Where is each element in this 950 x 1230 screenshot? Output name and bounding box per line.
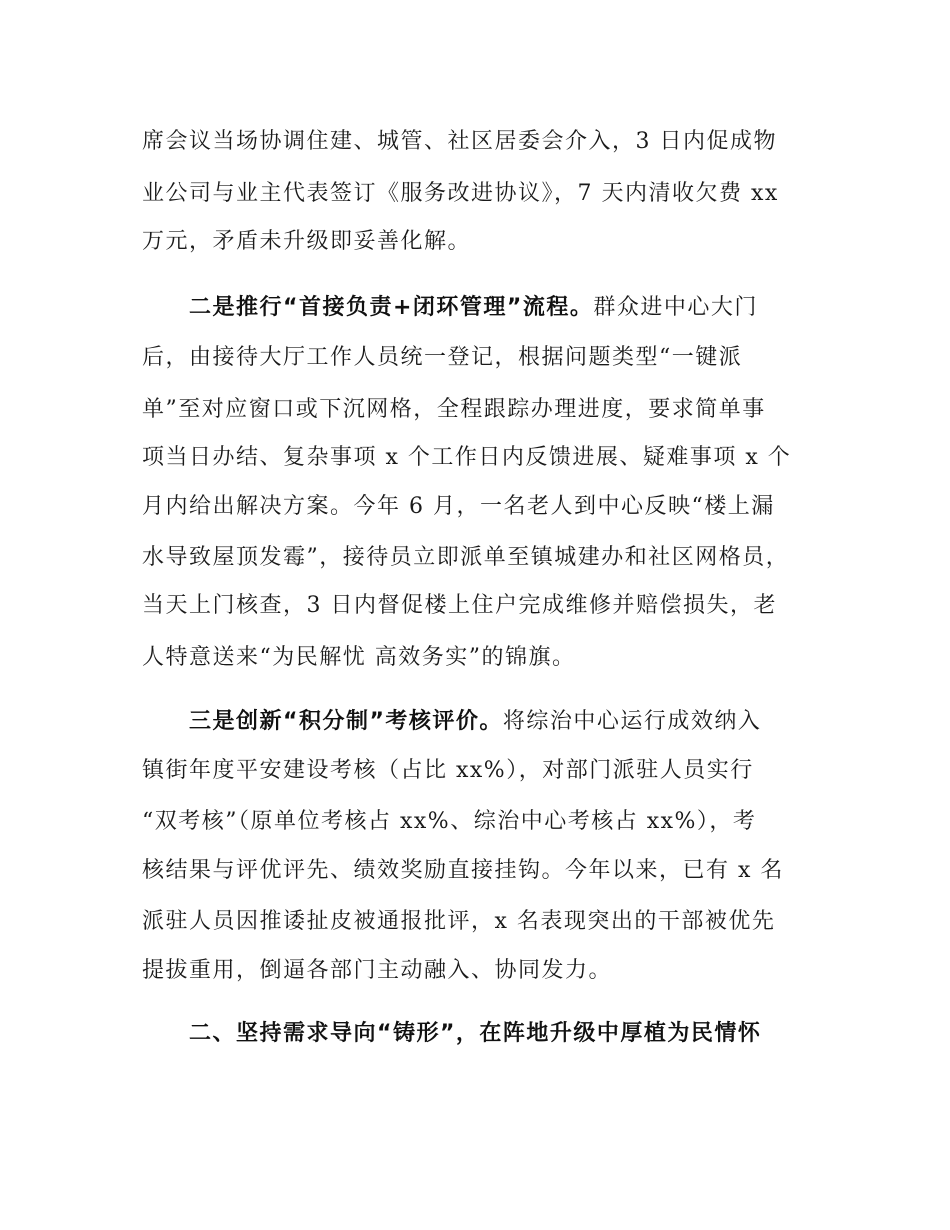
section-heading: 二、坚持需求导向“铸形”，在阵地升级中厚植为民情怀 xyxy=(189,1021,762,1046)
paragraph-line: 项当日办结、复杂事项 x 个工作日内反馈进展、疑难事项 x 个 xyxy=(142,445,792,470)
paragraph-line: “双考核”（原单位考核占 xx%、综治中心考核占 xx%），考 xyxy=(142,809,757,834)
paragraph-line: 月内给出解决方案。今年 6 月，一名老人到中心反映“楼上漏 xyxy=(142,494,775,519)
paragraph-line: 镇街年度平安建设考核（占比 xx%），对部门派驻人员实行 xyxy=(142,758,754,783)
paragraph-first-line xyxy=(189,706,761,738)
paragraph-heading: 二是推行“首接负责+闭环管理”流程。 xyxy=(189,295,594,320)
paragraph-line: 万元，矛盾未升级即妥善化解。 xyxy=(142,229,472,254)
paragraph-line: 提拔重用，倒逼各部门主动融入、协同发力。 xyxy=(142,958,613,983)
paragraph-text: 将综治中心运行成效纳入 xyxy=(502,709,762,734)
paragraph-line: 人特意送来“为民解忧 高效务实”的锦旗。 xyxy=(142,645,576,670)
paragraph-heading: 三是创新“积分制”考核评价。 xyxy=(189,709,503,734)
paragraph-line: 席会议当场协调住建、城管、社区居委会介入，3 日内促成物 xyxy=(142,129,777,154)
paragraph-line: 单”至对应窗口或下沉网格，全程跟踪办理进度，要求简单事 xyxy=(142,397,766,422)
paragraph-line: 业公司与业主代表签订《服务改进协议》，7 天内清收欠费 xx xyxy=(142,181,779,206)
paragraph-text: 群众进中心大门 xyxy=(593,295,758,320)
paragraph-line: 后，由接待大厅工作人员统一登记，根据问题类型“一键派 xyxy=(142,345,743,370)
paragraph-line: 当天上门核查，3 日内督促楼上住户完成维修并赔偿损失，老 xyxy=(142,593,777,618)
paragraph-line: 核结果与评优评先、绩效奖励直接挂钩。今年以来，已有 x 名 xyxy=(142,858,784,883)
paragraph-line: 水导致屋顶发霉”，接待员立即派单至镇城建办和社区网格员， xyxy=(142,545,790,570)
paragraph-first-line xyxy=(189,292,758,324)
paragraph-line: 派驻人员因推诿扯皮被通报批评，x 名表现突出的干部被优先 xyxy=(142,909,776,934)
